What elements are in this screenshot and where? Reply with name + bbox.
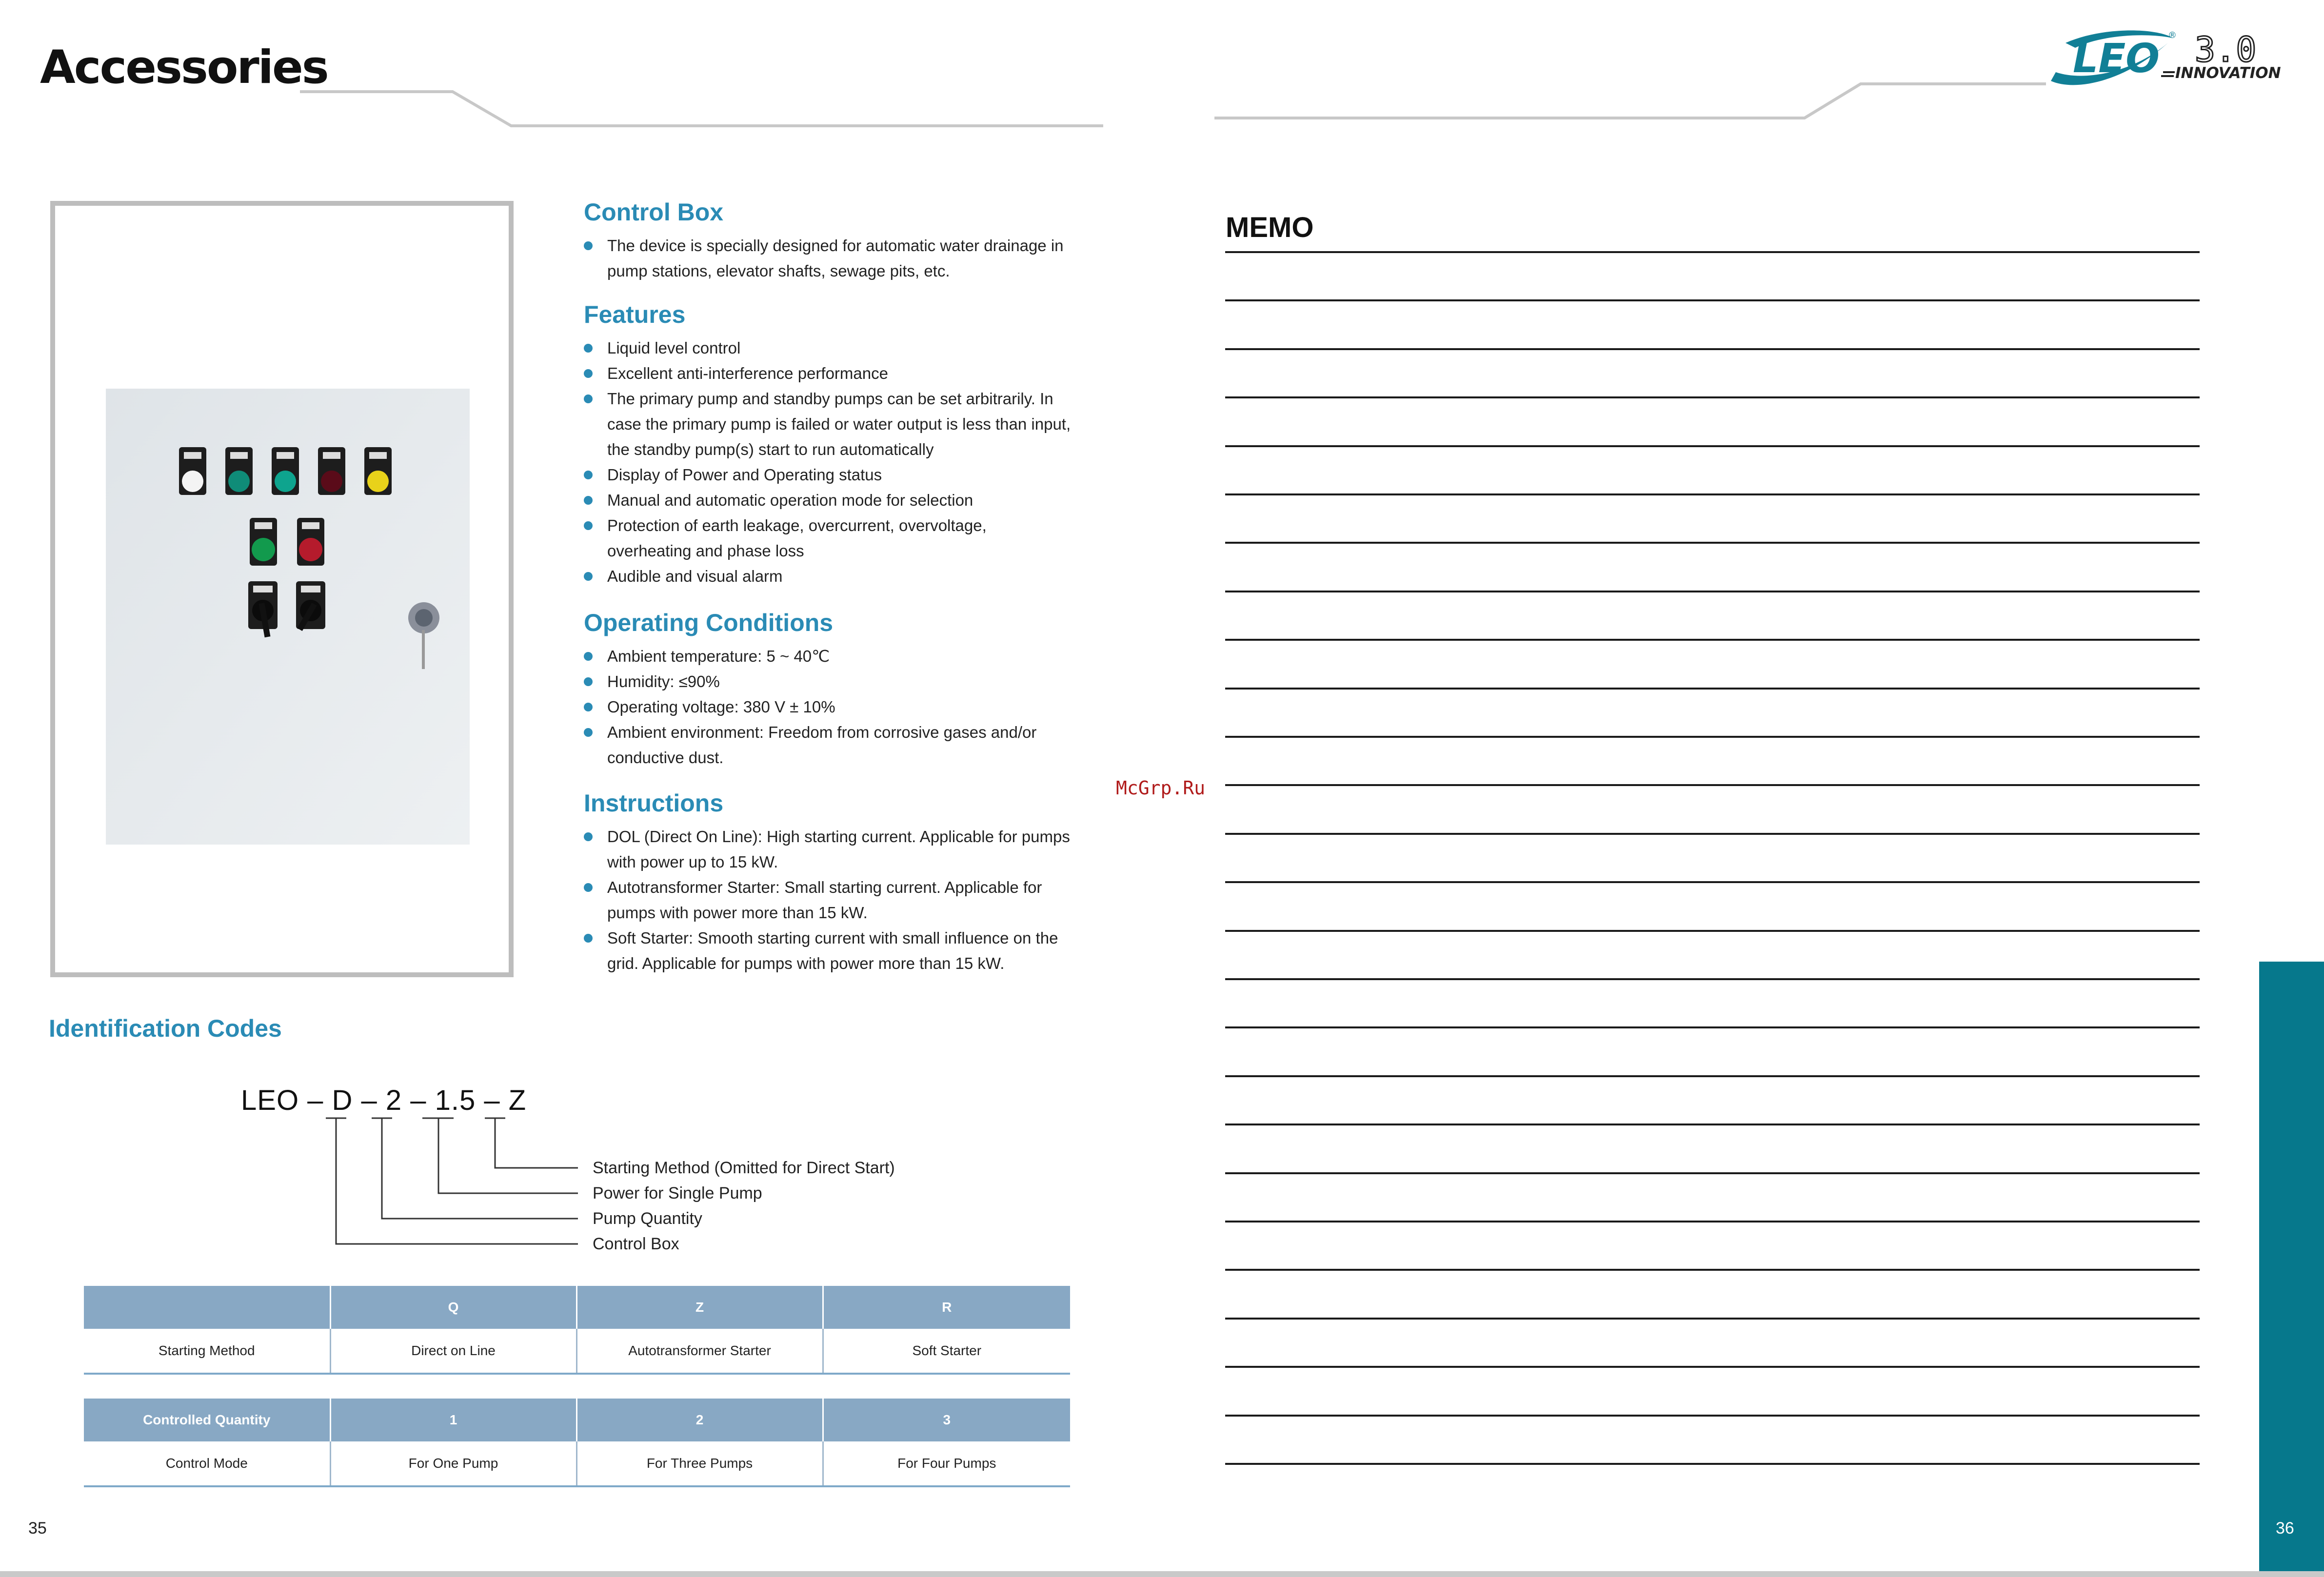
table-header-cell: Q (330, 1286, 576, 1329)
memo-line (1225, 1366, 2200, 1368)
watermark: McGrp.Ru (1116, 777, 1206, 799)
table-cell: For Four Pumps (823, 1441, 1070, 1486)
bottom-rule (0, 1571, 2324, 1577)
list-item: Audible and visual alarm (584, 564, 1072, 589)
memo-line (1225, 688, 2200, 690)
code-leader-lines (0, 0, 1122, 1268)
list-item: Excellent anti-interference performance (584, 361, 1072, 386)
memo-line (1225, 396, 2200, 398)
memo-line (1225, 445, 2200, 447)
table-header-cell: 2 (576, 1399, 823, 1441)
memo-title: MEMO (1226, 212, 1314, 243)
page-title: Accessories (40, 41, 328, 94)
identification-title: Identification Codes (49, 1015, 282, 1042)
table-cell: Direct on Line (330, 1329, 576, 1374)
memo-line (1225, 881, 2200, 883)
memo-line (1225, 493, 2200, 495)
page-number-left: 35 (28, 1519, 47, 1538)
memo-line (1225, 930, 2200, 932)
code-label-power: Power for Single Pump (593, 1184, 762, 1202)
memo-line (1225, 299, 2200, 301)
model-code: LEO – D – 2 – 1.5 – Z (241, 1084, 527, 1116)
list-item: Operating voltage: 380 V ± 10% (584, 694, 1072, 720)
table-header-cell: Z (576, 1286, 823, 1329)
memo-line (1225, 1221, 2200, 1222)
code-label-control-box: Control Box (593, 1235, 679, 1253)
starting-method-table (84, 1286, 1070, 1375)
table-header-cell (84, 1286, 330, 1329)
page-number-right: 36 (2276, 1519, 2294, 1538)
table-header-cell: R (823, 1286, 1070, 1329)
leo-swoosh-icon (2046, 23, 2300, 92)
memo-line (1225, 591, 2200, 592)
list-item: Ambient temperature: 5 ~ 40℃ (584, 644, 1072, 669)
memo-line (1225, 1124, 2200, 1125)
memo-line (1225, 1463, 2200, 1465)
memo-line (1225, 978, 2200, 980)
table-header-cell: 1 (330, 1399, 576, 1441)
list-item: Autotransformer Starter: Small starting current. Applicable for pumps with power more than 15 kW. (584, 875, 1072, 926)
list-item: Display of Power and Operating status (584, 462, 1072, 488)
table-header-row (84, 1399, 1070, 1441)
logo-tagline: INNOVATION (2175, 64, 2281, 82)
table-cell: For Three Pumps (576, 1441, 823, 1486)
table-header-row (84, 1286, 1070, 1329)
logo-text: LEO (2073, 36, 2160, 82)
table-header-cell: Controlled Quantity (84, 1399, 330, 1441)
memo-line (1225, 833, 2200, 835)
memo-line (1225, 251, 2200, 253)
table-cell: Starting Method (84, 1329, 330, 1374)
controlled-quantity-table (84, 1399, 1070, 1487)
table-row (84, 1441, 1070, 1486)
list-item: DOL (Direct On Line): High starting current. Applicable for pumps with power up to 15 kW. (584, 824, 1072, 875)
list-item: Humidity: ≤90% (584, 669, 1072, 694)
memo-line (1225, 1075, 2200, 1077)
features-title: Features (584, 301, 686, 328)
memo-line (1225, 1026, 2200, 1028)
memo-line (1225, 1318, 2200, 1320)
memo-line (1225, 1415, 2200, 1417)
operating-conditions-title: Operating Conditions (584, 609, 834, 636)
table-row (84, 1329, 1070, 1374)
code-label-starting-method: Starting Method (Omitted for Direct Start) (593, 1159, 895, 1177)
list-item: The primary pump and standby pumps can be set arbitrarily. In case the primary pump is failed or water output is less than input, the standby pump(s) start to run automatically (584, 386, 1072, 462)
table-cell: Control Mode (84, 1441, 330, 1486)
table-header-cell: 3 (823, 1399, 1070, 1441)
side-color-band (2259, 962, 2324, 1577)
list-item: Soft Starter: Smooth starting current with small influence on the grid. Applicable for pumps with power more than 15 kW. (584, 926, 1072, 976)
logo-version: 3.0 (2195, 30, 2257, 70)
list-item: Liquid level control (584, 335, 1072, 361)
list-item: Protection of earth leakage, overcurrent, overvoltage, overheating and phase loss (584, 513, 1072, 564)
memo-line (1225, 1172, 2200, 1174)
memo-line (1225, 1269, 2200, 1271)
table-cell: For One Pump (330, 1441, 576, 1486)
registered-mark: ® (2168, 30, 2177, 40)
memo-line (1225, 784, 2200, 786)
memo-line (1225, 639, 2200, 641)
control-box-title: Control Box (584, 198, 724, 226)
memo-line (1225, 348, 2200, 350)
memo-line (1225, 736, 2200, 738)
code-label-quantity: Pump Quantity (593, 1209, 702, 1228)
list-item: Ambient environment: Freedom from corrosive gases and/or conductive dust. (584, 720, 1072, 770)
instructions-title: Instructions (584, 789, 724, 817)
memo-line (1225, 542, 2200, 544)
list-item: Manual and automatic operation mode for selection (584, 488, 1072, 513)
table-cell: Soft Starter (823, 1329, 1070, 1374)
list-item: The device is specially designed for automatic water drainage in pump stations, elevator shafts, sewage pits, etc. (584, 233, 1072, 284)
brand-logo (2046, 23, 2300, 92)
table-cell: Autotransformer Starter (576, 1329, 823, 1374)
